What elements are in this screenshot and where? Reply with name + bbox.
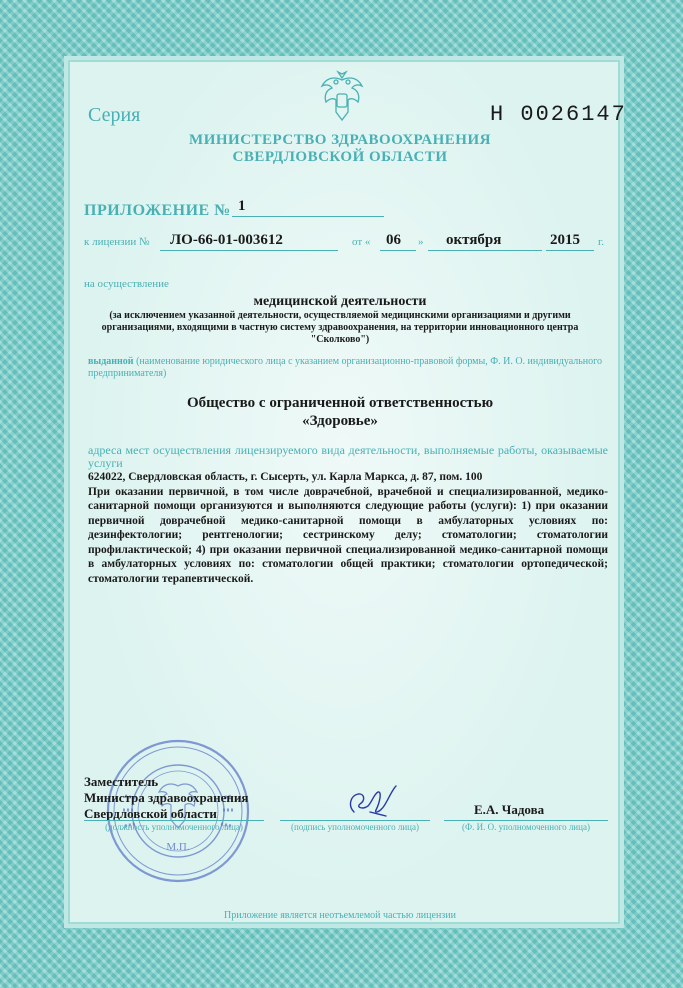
position-caption: (должность уполномоченного лица): [105, 822, 243, 832]
handwritten-signature-icon: [340, 782, 410, 822]
series-number: Н 0026147: [490, 102, 627, 127]
license-day: 06: [386, 232, 401, 248]
appendix-label: ПРИЛОЖЕНИЕ №: [84, 202, 231, 219]
license-prefix: к лицензии №: [84, 236, 150, 248]
footer-note: Приложение является неотъемлемой частью лицензии: [224, 910, 456, 921]
position-line-3: Свердловской области: [84, 806, 217, 821]
issued-hint: (наименование юридического лица с указанием организационно-правовой формы, Ф. И. О. индивидуального предпринимателя): [88, 356, 603, 379]
signature-caption: (подпись уполномоченного лица): [291, 822, 419, 832]
series-label: Серия: [88, 104, 141, 126]
organization-name: [150, 394, 530, 430]
license-number-underline: [160, 250, 338, 251]
services-block: [88, 470, 608, 586]
name-underline: [444, 820, 608, 821]
organization-line-2: «Здоровье»: [302, 413, 378, 429]
day-close-quote: »: [418, 236, 424, 248]
double-headed-eagle-emblem-icon: [316, 68, 368, 124]
appendix-number-underline: [232, 216, 384, 217]
year-suffix: г.: [598, 236, 605, 248]
position-line-1: Заместитель: [84, 774, 159, 789]
license-month: октября: [446, 232, 502, 248]
organization-line-1: Общество с ограниченной ответственностью: [186, 395, 494, 411]
name-caption: (Ф. И. О. уполномоченного лица): [462, 822, 590, 832]
month-underline: [428, 250, 542, 251]
position-underline: [84, 820, 264, 821]
ministry-line-1: МИНИСТЕРСТВО ЗДРАВООХРАНЕНИЯ: [189, 132, 491, 148]
ministry-title: [140, 132, 540, 166]
activity-note: (за исключением указанной деятельности, осуществляемой медицинскими организациями и другими организациями, входящими в частную систему здравоохранения, на территории инновационного центра "Сколково"): [101, 310, 579, 345]
signature-underline: [280, 820, 430, 821]
appendix-number: 1: [238, 198, 246, 214]
ministry-line-2: СВЕРДЛОВСКОЙ ОБЛАСТИ: [232, 149, 448, 165]
year-underline: [546, 250, 594, 251]
day-underline: [380, 250, 416, 251]
license-year: 2015: [550, 232, 580, 248]
address-text: 624022, Свердловская область, г. Сысерть, ул. Карла Маркса, д. 87, пом. 100: [88, 471, 483, 483]
license-number: ЛО-66-01-003612: [170, 232, 283, 248]
issued-to-block: [88, 356, 608, 380]
signatory-position: [84, 774, 248, 822]
services-text: При оказании первичной, в том числе доврачебной, врачебной и специализированной, медико-санитарной помощи организуются и выполняются следующие работы (услуги): 1) при оказании первичной доврачебной медико-санитарной помощи в амбулаторных условиях по: дезинфектологии; рентгенологии; сестринскому делу; стоматологии; стоматологии профилактической; 4) при оказании первичной специализированной медико-санитарной помощи в амбулаторных условиях по: стоматологии общей практики; стоматологии ортопедической; стоматологии терапевтической.: [88, 485, 608, 585]
address-label: адреса мест осуществления лицензируемого вида деятельности, выполняемые работы, оказываемые услуги: [88, 443, 608, 470]
position-line-2: Министра здравоохранения: [84, 790, 249, 805]
signer-name: Е.А. Чадова: [474, 802, 545, 817]
stamp-mark: М.П.: [166, 841, 190, 853]
date-from-label: от «: [352, 236, 371, 248]
activity-label: на осуществление: [84, 278, 169, 290]
activity-name: медицинской деятельности: [253, 294, 427, 309]
issued-label: выданной: [88, 356, 134, 367]
